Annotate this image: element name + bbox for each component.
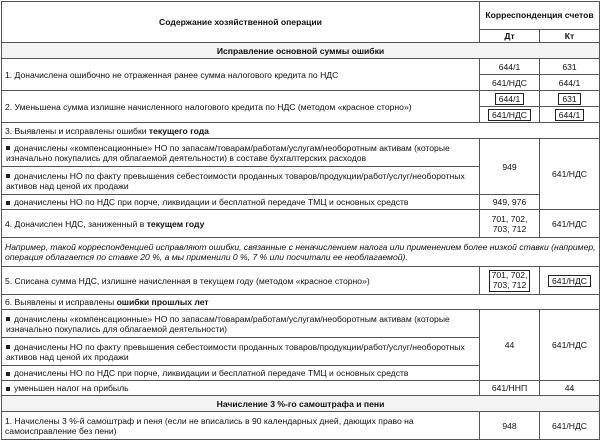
example-note: Например, такой корреспонденцией исправляют ошибки, связанные с неначислением налога или применением более низкой ставки (например, операция облагается по ставке 20 %, а мы применили 0 %, 7 % или посчитали ее необлагаемой). — [2, 238, 600, 267]
row-6a-text: доначислены «компенсационные» НО по запасам/товарам/работам/услугам/необоротным активам (которые изначально покупались для облагаемой деятельности) — [2, 310, 480, 338]
row-6d-text: уменьшен налог на прибыль — [2, 381, 480, 396]
row-6c-text: доначислены НО по НДС при порче, ликвидации и бесплатной передаче ТМЦ и основных средств — [2, 366, 480, 381]
section-title: Исправление основной суммы ошибки — [2, 43, 600, 59]
row-1-kt-1: 631 — [540, 59, 600, 75]
bullet-icon — [6, 201, 10, 205]
row-2-kt-1: 631 — [558, 93, 580, 105]
row-6-title: 6. Выявлены и исправлены ошибки прошлых лет — [2, 295, 600, 310]
row-2-dt-1: 644/1 — [495, 93, 525, 105]
row-4-kt: 641/НДС — [540, 210, 600, 238]
row-3ab-dt: 949 — [480, 139, 540, 195]
row-1-dt-1: 644/1 — [480, 59, 540, 75]
row-2-dt-2: 641/НДС — [488, 109, 531, 121]
row-3a-text: доначислены «компенсационные» НО по запасам/товарам/работам/услугам/необоротным активам (которые изначально покупались для облагаемой деятельности) в составе бухгалтерских расходов — [2, 139, 480, 167]
row-6d-dt: 641/ННП — [480, 381, 540, 396]
bullet-icon — [6, 174, 10, 178]
header-dt: Дт — [480, 30, 540, 43]
row-2-text: 2. Уменьшена сумма излишне начисленного налогового кредита по НДС (методом «красное сторно») — [2, 91, 480, 123]
bullet-icon — [6, 146, 10, 150]
row-4-text: 4. Доначислен НДС, заниженный в текущем году — [2, 210, 480, 238]
row-6d-kt: 44 — [540, 381, 600, 396]
row-5-dt: 701, 702, 703, 712 — [489, 270, 531, 292]
bullet-icon — [6, 317, 10, 321]
row-2-kt-2: 644/1 — [555, 109, 585, 121]
row-6-kt: 641/НДС — [540, 310, 600, 381]
penalty-row-text: 1. Начислены 3 %-й самоштраф и пеня (если не вписались в 90 календарных дней, дающих право на самоисправление без пени) — [2, 412, 480, 440]
row-4-dt: 701, 702, 703, 712 — [480, 210, 540, 238]
row-6-dt: 44 — [480, 310, 540, 381]
row-3c-dt: 949, 976 — [480, 195, 540, 210]
accounting-entries-table — [1, 1, 600, 440]
row-5-kt: 641/НДС — [548, 275, 591, 287]
row-5-text: 5. Списана сумма НДС, излишне начисленная в текущем году (методом «красное сторно») — [2, 267, 480, 295]
section-2-title: Начисление 3 %-го самоштрафа и пени — [2, 396, 600, 412]
header-kt: Кт — [540, 30, 600, 43]
row-3c-text: доначислены НО по НДС при порче, ликвидации и бесплатной передаче ТМЦ и основных средств — [2, 195, 480, 210]
bullet-icon — [6, 387, 10, 391]
row-1-dt-2: 641/НДС — [480, 75, 540, 91]
row-3-kt: 641/НДС — [540, 139, 600, 210]
bullet-icon — [6, 345, 10, 349]
row-1-kt-2: 644/1 — [540, 75, 600, 91]
row-6b-text: доначислены НО по факту превышения себестоимости проданных товаров/продукции/работ/услуг/необоротных активов над ценой их продажи — [2, 338, 480, 366]
penalty-row-dt: 948 — [480, 412, 540, 440]
row-3-title: 3. Выявлены и исправлены ошибки текущего года — [2, 123, 600, 139]
bullet-icon — [6, 372, 10, 376]
header-correspondence: Корреспонденция счетов — [480, 2, 600, 30]
row-1-text: 1. Доначислена ошибочно не отраженная ранее сумма налогового кредита по НДС — [2, 59, 480, 91]
row-3b-text: доначислены НО по факту превышения себестоимости проданных товаров/продукции/работ/услуг/необоротных активов над ценой их продажи — [2, 167, 480, 195]
header-content: Содержание хозяйственной операции — [2, 2, 480, 43]
penalty-row-kt: 641/НДС — [540, 412, 600, 440]
